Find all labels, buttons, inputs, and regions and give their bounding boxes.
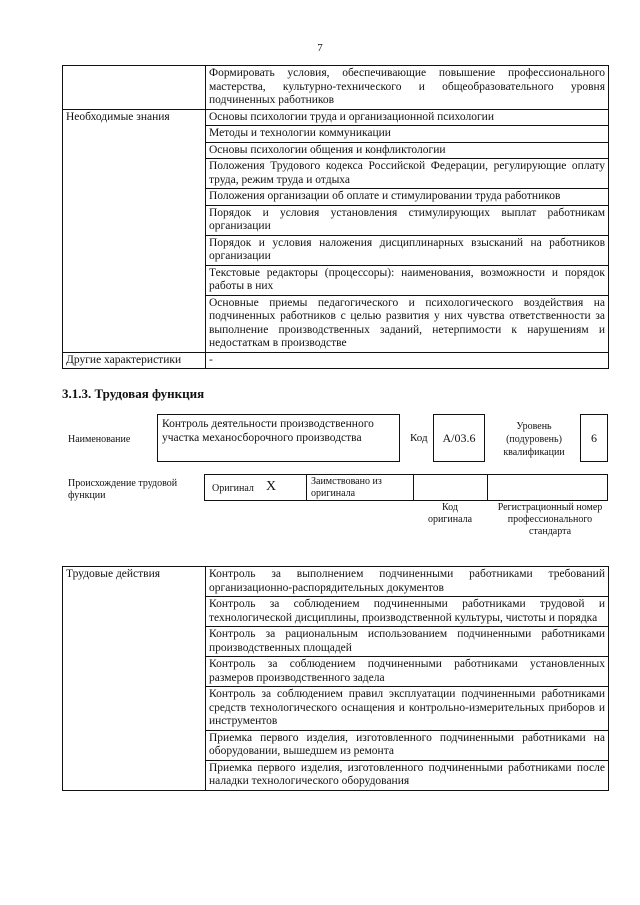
borrowed-label: Заимствовано из оригинала	[311, 476, 382, 499]
knowledge-item: Порядок и условия установления стимулирующих выплат работникам организации	[206, 205, 609, 235]
divider	[413, 474, 414, 501]
knowledge-label: Необходимые знания	[63, 109, 206, 352]
knowledge-item: Порядок и условия наложения дисциплинарных взысканий на работников организации	[206, 235, 609, 265]
knowledge-item: Основы психологии труда и организационной психологии	[206, 109, 609, 126]
knowledge-item: Положения организации об оплате и стимулировании труда работников	[206, 189, 609, 206]
actions-label: Трудовые действия	[63, 567, 206, 791]
action-item: Приемка первого изделия, изготовленного подчиненными работниками после наладки технологического оборудования	[206, 760, 609, 790]
action-item: Контроль за выполнением подчиненными работниками требований организационно-распорядительных документов	[206, 567, 609, 597]
original-label: Оригинал	[212, 483, 254, 494]
original-mark: X	[266, 479, 277, 494]
action-item: Контроль за соблюдением правил эксплуатации подчиненными работниками средств технологического оснащения и контрольно-измерительных приборов и инструментов	[206, 687, 609, 731]
level-value: 6	[580, 414, 608, 462]
level-label: Уровень (подуровень) квалификации	[503, 421, 565, 458]
action-item: Приемка первого изделия, изготовленного подчиненными работниками на оборудовании, вышедшем из ремонта	[206, 730, 609, 760]
section-title: 3.1.3. Трудовая функция	[62, 386, 205, 401]
other-label: Другие характеристики	[63, 352, 206, 369]
name-value: Контроль деятельности производственного участка механосборочного производства	[157, 414, 400, 462]
knowledge-item: Положения Трудового кодекса Российской Федерации, регулирующие оплату труда, режим труда и отдыха	[206, 159, 609, 189]
continuation-cell: Формировать условия, обеспечивающие повышение профессионального мастерства, культурно-технического и общеобразовательного уровня подчиненных работников	[206, 66, 609, 110]
action-item: Контроль за соблюдением подчиненными работниками трудовой и технологической дисциплины, производственной культуры, чистоты и порядка	[206, 597, 609, 627]
table-row	[63, 567, 609, 597]
code-label: Код	[410, 432, 428, 444]
table-row	[63, 109, 609, 126]
empty-cell	[63, 66, 206, 110]
knowledge-item: Методы и технологии коммуникации	[206, 126, 609, 143]
code-value: A/03.6	[433, 414, 485, 462]
knowledge-item: Основные приемы педагогического и психологического воздействия на подчиненных работников с целью развития у них чувства ответственности за выполнение производственных заданий, нетерпимости к нарушениям и недостаткам в производстве	[206, 295, 609, 352]
action-item: Контроль за рациональным использованием подчиненными работниками производственных площадей	[206, 627, 609, 657]
page-number: 7	[317, 42, 323, 54]
knowledge-table	[62, 65, 609, 369]
table-row	[63, 352, 609, 369]
origin-label: Происхождение трудовой функции	[68, 478, 178, 501]
knowledge-item: Текстовые редакторы (процессоры): наименования, возможности и порядок работы в них	[206, 265, 609, 295]
reg-number-label: Регистрационный номер профессионального стандарта	[497, 502, 603, 537]
knowledge-item: Основы психологии общения и конфликтологии	[206, 142, 609, 159]
divider	[306, 474, 307, 501]
divider	[487, 474, 488, 501]
actions-table	[62, 566, 609, 791]
action-item: Контроль за соблюдением подчиненными работниками установленных размеров производственного задела	[206, 657, 609, 687]
name-label: Наименование	[68, 434, 131, 445]
table-row	[63, 66, 609, 110]
code-original-label: Код оригинала	[427, 502, 473, 525]
other-value: -	[206, 352, 609, 369]
